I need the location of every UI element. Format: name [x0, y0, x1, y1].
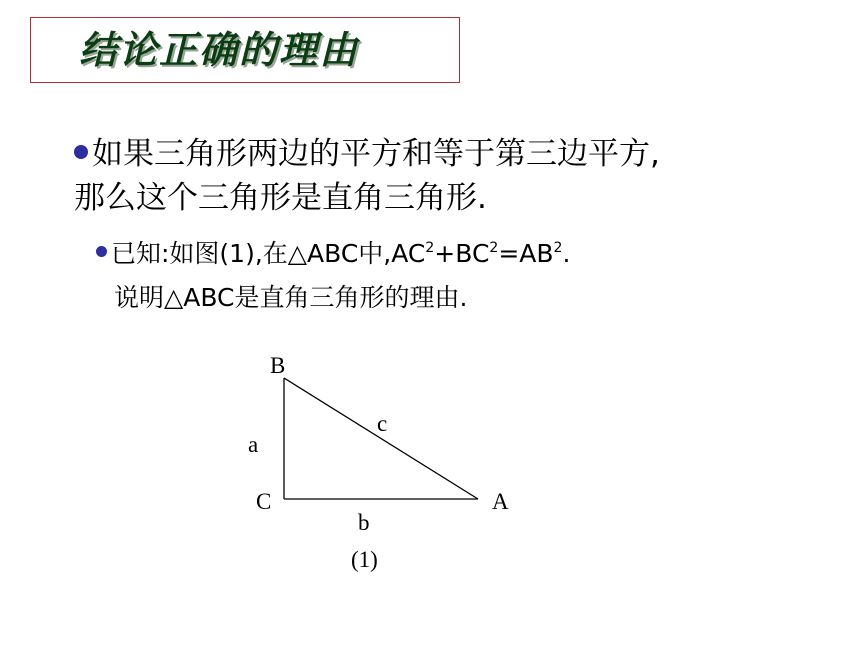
given-text-ab: =AB: [498, 239, 554, 268]
side-ab-line: [284, 378, 478, 499]
side-c-label: c: [377, 411, 388, 436]
given-text: 已知:如图(1),在△ABC中,AC: [111, 239, 426, 268]
exponent: 2: [553, 240, 563, 256]
triangle-diagram: [230, 345, 550, 585]
slide-title: 结论正确的理由: [79, 28, 360, 72]
prove-line: 说明△ABC是直角三角形的理由.: [114, 283, 468, 312]
side-a-label: a: [248, 432, 259, 457]
vertex-a-label: A: [492, 489, 509, 514]
given-paragraph: [96, 232, 836, 320]
bullet-icon: [96, 246, 107, 257]
given-text-bc: +BC: [434, 239, 490, 268]
given-period: .: [562, 239, 571, 268]
theorem-line-1: 如果三角形两边的平方和等于第三边平方,: [92, 136, 660, 172]
exponent: 2: [489, 240, 499, 256]
vertex-b-label: B: [270, 353, 286, 378]
theorem-line-2: 那么这个三角形是直角三角形.: [74, 180, 487, 216]
title-box: [30, 17, 460, 83]
bullet-icon: [74, 145, 88, 159]
vertex-c-label: C: [256, 489, 272, 514]
figure-caption: (1): [351, 547, 378, 572]
triangle-figure: [230, 345, 550, 585]
side-b-label: b: [358, 510, 370, 535]
theorem-paragraph: [74, 132, 834, 220]
exponent: 2: [425, 240, 435, 256]
